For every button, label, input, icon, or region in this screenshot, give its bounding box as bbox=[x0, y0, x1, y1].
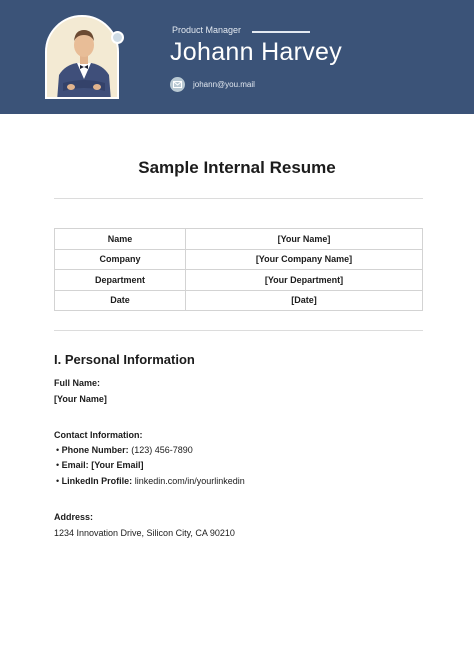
email-text: johann@you.mail bbox=[193, 80, 255, 89]
list-item bbox=[56, 460, 144, 470]
table-cell-value: [Your Company Name] bbox=[186, 249, 423, 270]
contact-email-label: Email: bbox=[61, 460, 89, 470]
table-cell-label: Department bbox=[55, 270, 186, 291]
bullet-icon: • bbox=[56, 460, 60, 470]
bullet-icon: • bbox=[56, 445, 60, 455]
table-row bbox=[55, 249, 423, 270]
contact-phone-value: (123) 456-7890 bbox=[131, 445, 193, 455]
full-name-label: Full Name: bbox=[54, 378, 101, 388]
table-row bbox=[55, 290, 423, 311]
table-row bbox=[55, 229, 423, 250]
candidate-name: Johann Harvey bbox=[170, 38, 343, 66]
job-title: Product Manager bbox=[172, 25, 242, 35]
list-item bbox=[56, 445, 193, 455]
table-cell-label: Company bbox=[55, 249, 186, 270]
list-item bbox=[56, 476, 245, 486]
title-divider bbox=[252, 31, 310, 33]
mail-icon bbox=[170, 77, 185, 92]
divider bbox=[54, 198, 423, 199]
info-table bbox=[54, 228, 423, 311]
decorative-dot bbox=[111, 31, 124, 44]
divider bbox=[54, 330, 423, 331]
full-name-value: [Your Name] bbox=[54, 394, 107, 404]
section-heading: I. Personal Information bbox=[54, 352, 195, 367]
contact-phone-label: Phone Number: bbox=[61, 445, 129, 455]
contact-label: Contact Information: bbox=[54, 430, 143, 440]
table-cell-value: [Date] bbox=[186, 290, 423, 311]
profile-photo bbox=[45, 15, 119, 99]
table-cell-value: [Your Department] bbox=[186, 270, 423, 291]
contact-linkedin-label: LinkedIn Profile: bbox=[61, 476, 133, 486]
table-row bbox=[55, 270, 423, 291]
contact-email-value: [Your Email] bbox=[91, 460, 144, 470]
table-cell-value: [Your Name] bbox=[186, 229, 423, 250]
contact-linkedin-value: linkedin.com/in/yourlinkedin bbox=[134, 476, 245, 486]
address-label: Address: bbox=[54, 512, 94, 522]
bullet-icon: • bbox=[56, 476, 60, 486]
document-title: Sample Internal Resume bbox=[138, 158, 336, 177]
table-cell-label: Name bbox=[55, 229, 186, 250]
person-illustration bbox=[47, 17, 119, 99]
address-value: 1234 Innovation Drive, Silicon City, CA 90210 bbox=[54, 528, 235, 538]
table-cell-label: Date bbox=[55, 290, 186, 311]
resume-header bbox=[0, 0, 474, 114]
